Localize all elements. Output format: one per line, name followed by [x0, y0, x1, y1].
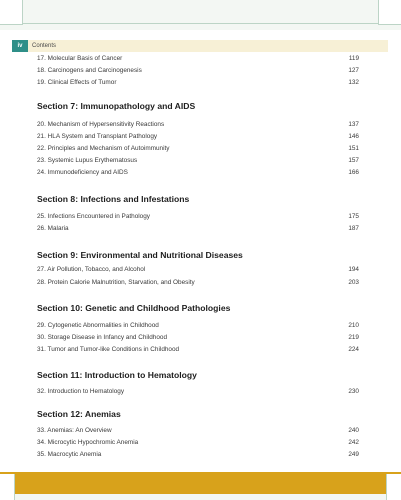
- top-margin-band: [0, 0, 401, 30]
- toc-entry[interactable]: [37, 121, 359, 129]
- toc-entry-title: 25. Infections Encountered in Pathology: [37, 213, 150, 220]
- toc-entry-page: 137: [348, 121, 359, 128]
- crop-line-top: [22, 23, 379, 24]
- running-header-title: Contents: [32, 43, 57, 49]
- crop-mark-top-left: [0, 0, 23, 25]
- toc-entry-page: 119: [348, 55, 359, 62]
- toc-entry[interactable]: [37, 439, 359, 447]
- toc-entry[interactable]: [37, 334, 359, 342]
- section-heading: Section 9: Environmental and Nutritional Diseases: [37, 250, 243, 260]
- toc-entry-title: 30. Storage Disease in Infancy and Childhood: [37, 334, 168, 341]
- toc-entry-page: 240: [348, 427, 359, 434]
- toc-entry-title: 27. Air Pollution, Tobacco, and Alcohol: [37, 266, 146, 273]
- toc-entry[interactable]: [37, 67, 359, 75]
- toc-entry-title: 24. Immunodeficiency and AIDS: [37, 169, 128, 176]
- toc-entry[interactable]: [37, 55, 359, 63]
- crop-mark-bottom-right: [386, 474, 401, 500]
- toc-entry[interactable]: [37, 322, 359, 330]
- toc-entry-page: 127: [348, 67, 359, 74]
- toc-entry-title: 20. Mechanism of Hypersensitivity Reactions: [37, 121, 165, 128]
- toc-entry-page: 224: [348, 346, 359, 353]
- bottom-margin-band: [0, 494, 401, 500]
- toc-entry[interactable]: [37, 225, 359, 233]
- toc-entry[interactable]: [37, 157, 359, 165]
- toc-entry-page: 210: [348, 322, 359, 329]
- toc-entry-page: 230: [348, 388, 359, 395]
- toc-entry-page: 175: [348, 213, 359, 220]
- toc-entry-title: 22. Principles and Mechanism of Autoimmunity: [37, 145, 170, 152]
- toc-entry-page: 132: [348, 79, 359, 86]
- toc-entry[interactable]: [37, 346, 359, 354]
- toc-entry[interactable]: [37, 451, 359, 459]
- crop-mark-bottom-left: [0, 474, 15, 500]
- toc-entry[interactable]: [37, 169, 359, 177]
- toc-entry-title: 26. Malaria: [37, 225, 69, 232]
- toc-entry-page: 194: [348, 266, 359, 273]
- toc-entry-page: 219: [348, 334, 359, 341]
- toc-entry[interactable]: [37, 145, 359, 153]
- toc-entry-page: 157: [348, 157, 359, 164]
- toc-entry-title: 32. Introduction to Hematology: [37, 388, 125, 395]
- toc-entry-title: 33. Anemias: An Overview: [37, 427, 112, 434]
- toc-entry-title: 18. Carcinogens and Carcinogenesis: [37, 67, 142, 74]
- footer-color-bar: [0, 472, 401, 494]
- crop-mark-top-right: [378, 0, 401, 25]
- running-header: [12, 40, 388, 52]
- toc-entry-title: 19. Clinical Effects of Tumor: [37, 79, 117, 86]
- toc-entry[interactable]: [37, 133, 359, 141]
- toc-entry-title: 23. Systemic Lupus Erythematosus: [37, 157, 138, 164]
- toc-entry-title: 17. Molecular Basis of Cancer: [37, 55, 123, 62]
- toc-entry-title: 34. Microcytic Hypochromic Anemia: [37, 439, 139, 446]
- toc-entry-page: 166: [348, 169, 359, 176]
- toc-entry-title: 28. Protein Calorie Malnutrition, Starvation, and Obesity: [37, 279, 195, 286]
- toc-entry[interactable]: [37, 427, 359, 435]
- page-number-label: iv: [12, 40, 28, 52]
- toc-entry-page: 151: [348, 145, 359, 152]
- section-heading: Section 8: Infections and Infestations: [37, 194, 190, 204]
- toc-entry-page: 249: [348, 451, 359, 458]
- section-heading: Section 7: Immunopathology and AIDS: [37, 101, 196, 111]
- toc-entry[interactable]: [37, 266, 359, 274]
- toc-entry-title: 35. Macrocytic Anemia: [37, 451, 102, 458]
- toc-entry-title: 31. Tumor and Tumor-like Conditions in Childhood: [37, 346, 180, 353]
- section-heading: Section 11: Introduction to Hematology: [37, 370, 197, 380]
- section-heading: Section 12: Anemias: [37, 409, 121, 419]
- toc-entry[interactable]: [37, 279, 359, 287]
- toc-entry-page: 146: [348, 133, 359, 140]
- toc-entry[interactable]: [37, 79, 359, 87]
- toc-entry-page: 242: [348, 439, 359, 446]
- section-heading: Section 10: Genetic and Childhood Pathologies: [37, 303, 231, 313]
- toc-entry-title: 29. Cytogenetic Abnormalities in Childhood: [37, 322, 159, 329]
- toc-entry[interactable]: [37, 388, 359, 396]
- toc-entry-page: 203: [348, 279, 359, 286]
- toc-entry-page: 187: [348, 225, 359, 232]
- toc-entry[interactable]: [37, 213, 359, 221]
- toc-entry-title: 21. HLA System and Transplant Pathology: [37, 133, 158, 140]
